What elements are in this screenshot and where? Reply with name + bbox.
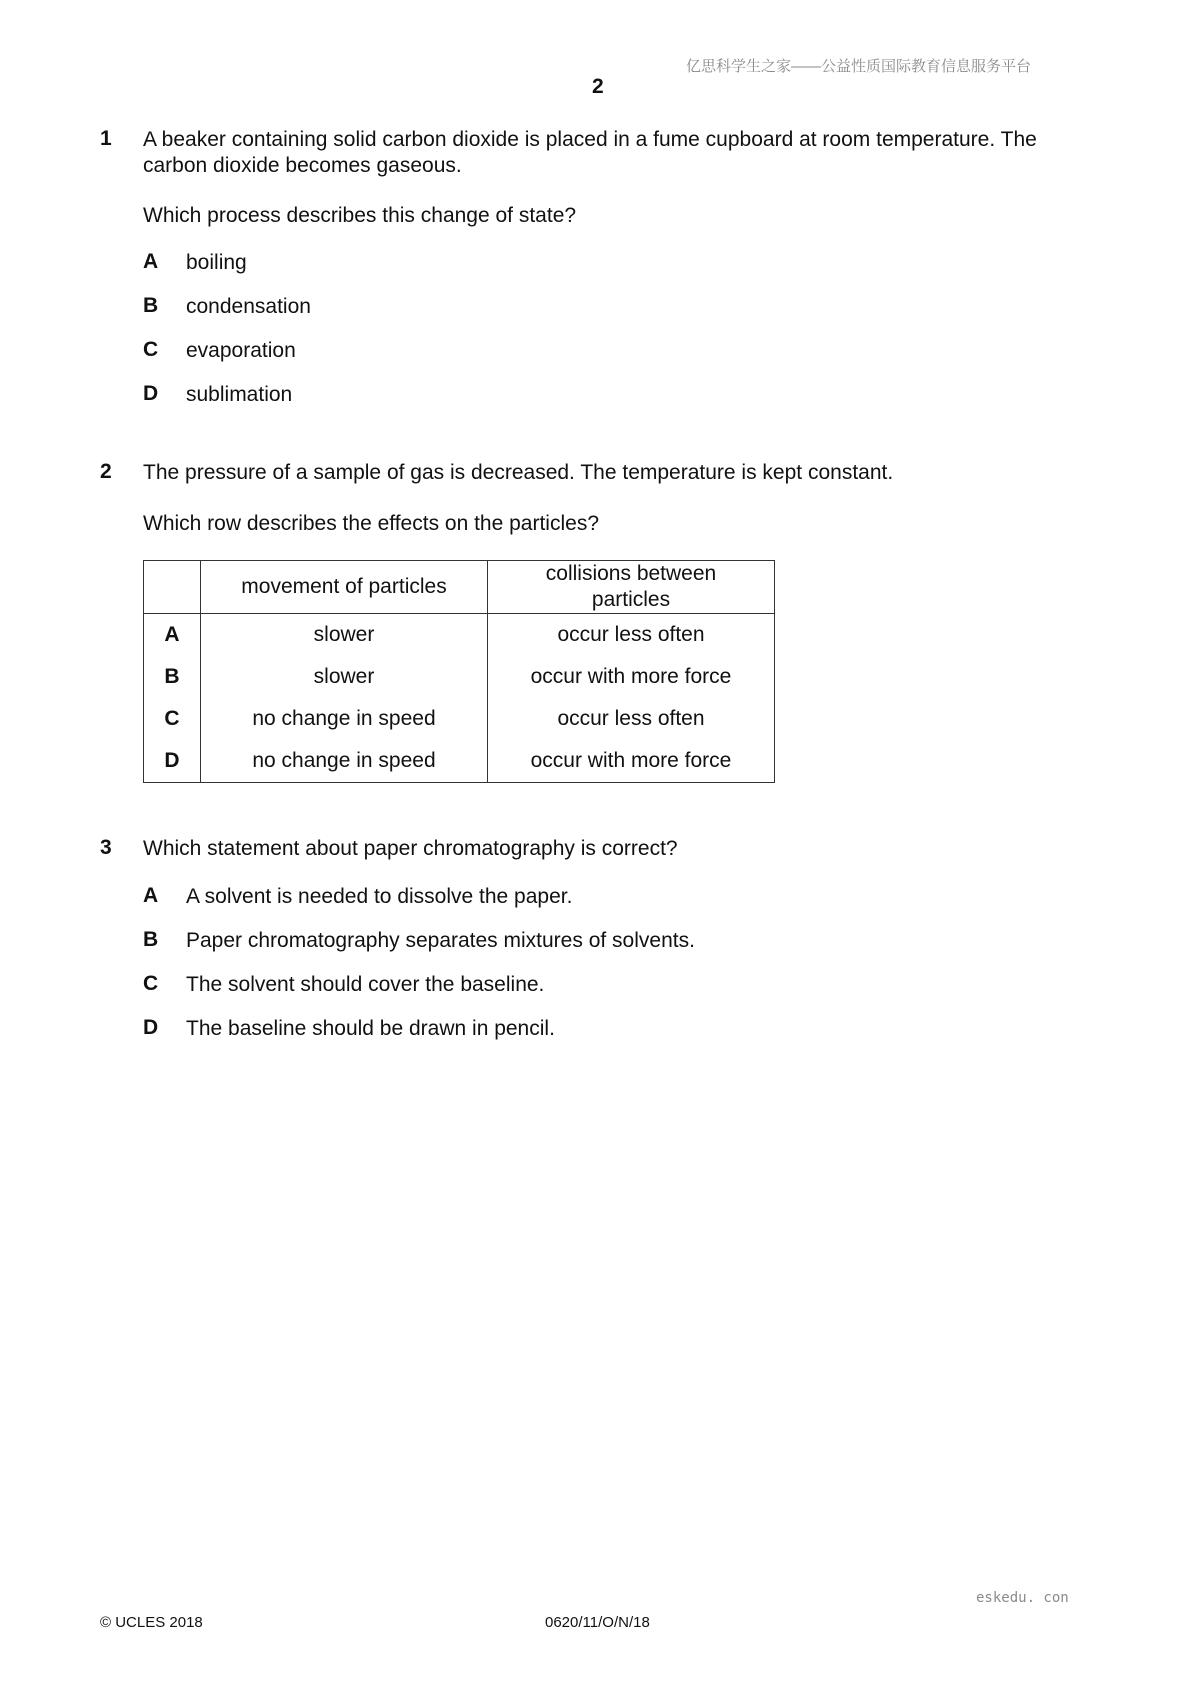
page-number: 2: [592, 75, 604, 98]
q3-option-c-letter: C: [143, 972, 159, 995]
q3-option-b-text: Paper chromatography separates mixtures of solvents.: [186, 929, 695, 952]
q1-option-d-letter: D: [143, 382, 159, 405]
q3-option-c-text: The solvent should cover the baseline.: [186, 973, 545, 996]
question-1-stem-line2: carbon dioxide becomes gaseous.: [143, 154, 462, 177]
question-2-prompt: Which row describes the effects on the particles?: [143, 512, 600, 535]
q3-option-d-text: The baseline should be drawn in pencil.: [186, 1017, 555, 1040]
table-header-collisions: [488, 561, 775, 614]
header-watermark: 亿思科学生之家——公益性质国际教育信息服务平台: [686, 58, 1032, 75]
table-header-collisions-line1: collisions between: [545, 562, 717, 585]
table-row: [144, 614, 775, 657]
q1-option-b-letter: B: [143, 294, 159, 317]
footer-copyright: © UCLES 2018: [100, 1614, 203, 1631]
question-1-prompt: Which process describes this change of state?: [143, 204, 577, 227]
row-collisions: occur with more force: [488, 656, 775, 698]
footer-paper-code: 0620/11/O/N/18: [545, 1614, 650, 1631]
q1-option-c-text: evaporation: [186, 339, 296, 362]
question-2-answer-table: [143, 560, 775, 783]
q1-option-d-text: sublimation: [186, 383, 293, 406]
q3-option-a-text: A solvent is needed to dissolve the paper.: [186, 885, 573, 908]
q3-option-d-letter: D: [143, 1016, 159, 1039]
table-header-row: [144, 561, 775, 614]
q1-option-c-letter: C: [143, 338, 159, 361]
table-row: [144, 740, 775, 783]
table-header-movement: movement of particles: [201, 561, 488, 614]
row-collisions: occur less often: [488, 614, 775, 657]
row-letter: D: [144, 740, 201, 783]
footer-site-watermark: eskedu. con: [976, 1590, 1069, 1606]
table-header-collisions-line2: particles: [591, 588, 671, 611]
row-movement: slower: [201, 656, 488, 698]
question-1-number: 1: [100, 127, 112, 150]
q3-option-a-letter: A: [143, 884, 159, 907]
question-1-stem-line1: A beaker containing solid carbon dioxide is placed in a fume cupboard at room temperature. The: [143, 128, 1037, 151]
row-collisions: occur with more force: [488, 740, 775, 783]
row-collisions: occur less often: [488, 698, 775, 740]
row-movement: no change in speed: [201, 740, 488, 783]
table-header-blank: [144, 561, 201, 614]
q1-option-a-letter: A: [143, 250, 159, 273]
q3-option-b-letter: B: [143, 928, 159, 951]
row-letter: B: [144, 656, 201, 698]
q1-option-b-text: condensation: [186, 295, 311, 318]
question-3-number: 3: [100, 836, 112, 859]
question-2-number: 2: [100, 460, 112, 483]
table-row: [144, 656, 775, 698]
table-row: [144, 698, 775, 740]
row-letter: A: [144, 614, 201, 657]
row-movement: slower: [201, 614, 488, 657]
row-movement: no change in speed: [201, 698, 488, 740]
question-2-stem: The pressure of a sample of gas is decreased. The temperature is kept constant.: [143, 461, 894, 484]
question-3-prompt: Which statement about paper chromatography is correct?: [143, 837, 678, 860]
q1-option-a-text: boiling: [186, 251, 247, 274]
row-letter: C: [144, 698, 201, 740]
